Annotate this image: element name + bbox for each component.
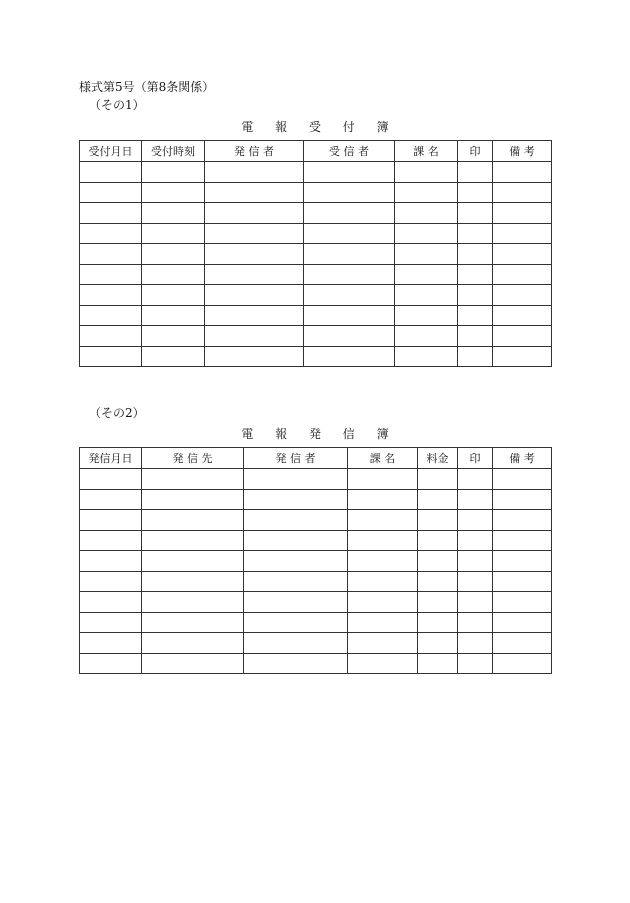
section1-sub-label: （その1） [89, 98, 145, 112]
table-cell[interactable] [395, 326, 458, 347]
table-cell[interactable] [142, 264, 205, 285]
column-header: 受 信 者 [304, 141, 395, 162]
table-cell[interactable] [80, 182, 142, 203]
column-header: 受付月日 [80, 141, 142, 162]
table-cell[interactable] [80, 489, 142, 510]
table-cell[interactable] [458, 326, 493, 347]
table-cell[interactable] [205, 285, 304, 306]
table-cell[interactable] [458, 469, 493, 490]
table-cell[interactable] [418, 551, 458, 572]
table-row [80, 285, 552, 306]
table-cell[interactable] [244, 530, 348, 551]
table-cell[interactable] [142, 571, 244, 592]
table-cell[interactable] [348, 612, 418, 633]
table-cell[interactable] [80, 530, 142, 551]
table-cell[interactable] [493, 326, 552, 347]
table-cell[interactable] [244, 633, 348, 654]
table-cell[interactable] [493, 530, 552, 551]
table-cell[interactable] [348, 469, 418, 490]
table-cell[interactable] [142, 305, 205, 326]
table-cell[interactable] [395, 182, 458, 203]
table-row [80, 264, 552, 285]
table-cell[interactable] [205, 305, 304, 326]
table-cell[interactable] [348, 571, 418, 592]
table-cell[interactable] [493, 469, 552, 490]
table-cell[interactable] [142, 326, 205, 347]
table-cell[interactable] [493, 592, 552, 613]
table-row [80, 653, 552, 674]
table-cell[interactable] [244, 571, 348, 592]
table-cell[interactable] [395, 244, 458, 265]
table-cell[interactable] [244, 612, 348, 633]
table-cell[interactable] [458, 305, 493, 326]
table-cell[interactable] [418, 469, 458, 490]
table-cell[interactable] [244, 653, 348, 674]
table-cell[interactable] [395, 346, 458, 367]
table-cell[interactable] [493, 264, 552, 285]
table-cell[interactable] [80, 203, 142, 224]
table-cell[interactable] [304, 162, 395, 183]
dispatch-log-table [79, 447, 552, 674]
table-cell[interactable] [142, 244, 205, 265]
table-cell[interactable] [493, 305, 552, 326]
column-header: 発 信 者 [244, 448, 348, 469]
table-cell[interactable] [493, 612, 552, 633]
table-cell[interactable] [205, 182, 304, 203]
table-cell[interactable] [80, 305, 142, 326]
table-cell[interactable] [493, 633, 552, 654]
table-row [80, 489, 552, 510]
table-cell[interactable] [458, 633, 493, 654]
table-cell[interactable] [304, 285, 395, 306]
table-cell[interactable] [244, 489, 348, 510]
table-cell[interactable] [142, 510, 244, 531]
table-cell[interactable] [458, 223, 493, 244]
table-cell[interactable] [395, 305, 458, 326]
table-cell[interactable] [458, 489, 493, 510]
table-cell[interactable] [395, 162, 458, 183]
table-cell[interactable] [244, 510, 348, 531]
table-cell[interactable] [493, 162, 552, 183]
table-cell[interactable] [493, 489, 552, 510]
table-row [80, 612, 552, 633]
table-cell[interactable] [80, 285, 142, 306]
table-cell[interactable] [395, 285, 458, 306]
table-cell[interactable] [348, 633, 418, 654]
table-cell[interactable] [80, 571, 142, 592]
table-cell[interactable] [458, 530, 493, 551]
table-cell[interactable] [458, 182, 493, 203]
table-cell[interactable] [80, 653, 142, 674]
table-cell[interactable] [418, 653, 458, 674]
table-cell[interactable] [142, 162, 205, 183]
table-cell[interactable] [142, 223, 205, 244]
table-cell[interactable] [458, 162, 493, 183]
table-cell[interactable] [348, 489, 418, 510]
table-cell[interactable] [348, 530, 418, 551]
receipt-log-table [79, 140, 552, 367]
table-cell[interactable] [348, 653, 418, 674]
table-cell[interactable] [304, 305, 395, 326]
column-header: 発 信 先 [142, 448, 244, 469]
table-cell[interactable] [205, 326, 304, 347]
table-row [80, 182, 552, 203]
table-cell[interactable] [142, 203, 205, 224]
table-cell[interactable] [458, 510, 493, 531]
table-cell[interactable] [348, 592, 418, 613]
column-header: 課 名 [348, 448, 418, 469]
table-cell[interactable] [80, 223, 142, 244]
table-cell[interactable] [80, 551, 142, 572]
table-cell[interactable] [142, 612, 244, 633]
table-cell[interactable] [458, 346, 493, 367]
table-row [80, 551, 552, 572]
table-cell[interactable] [80, 592, 142, 613]
table-cell[interactable] [205, 264, 304, 285]
table-cell[interactable] [80, 326, 142, 347]
column-header: 発信月日 [80, 448, 142, 469]
table-cell[interactable] [395, 223, 458, 244]
column-header: 発 信 者 [205, 141, 304, 162]
column-header: 備 考 [493, 448, 552, 469]
table-cell[interactable] [142, 551, 244, 572]
table-cell[interactable] [458, 264, 493, 285]
section1-title: 電 報 受 付 簿 [241, 120, 398, 134]
table-cell[interactable] [493, 203, 552, 224]
table-cell[interactable] [458, 244, 493, 265]
table-row [80, 530, 552, 551]
column-header: 課 名 [395, 141, 458, 162]
table-cell[interactable] [493, 244, 552, 265]
table-row [80, 346, 552, 367]
table-cell[interactable] [418, 633, 458, 654]
table-cell[interactable] [80, 244, 142, 265]
table-cell[interactable] [348, 551, 418, 572]
table-cell[interactable] [244, 551, 348, 572]
table-cell[interactable] [493, 346, 552, 367]
table-cell[interactable] [493, 223, 552, 244]
table-row [80, 203, 552, 224]
table-cell[interactable] [244, 592, 348, 613]
table-cell[interactable] [205, 162, 304, 183]
table-cell[interactable] [304, 244, 395, 265]
table-row [80, 326, 552, 347]
table-cell[interactable] [205, 346, 304, 367]
table-cell[interactable] [304, 346, 395, 367]
section2-title: 電 報 発 信 簿 [241, 427, 398, 441]
table-cell[interactable] [418, 489, 458, 510]
table-cell[interactable] [80, 469, 142, 490]
table-cell[interactable] [142, 653, 244, 674]
table-cell[interactable] [458, 571, 493, 592]
column-header: 料金 [418, 448, 458, 469]
column-header: 印 [458, 141, 493, 162]
table-cell[interactable] [493, 653, 552, 674]
table-row [80, 469, 552, 490]
table-cell[interactable] [395, 264, 458, 285]
table-cell[interactable] [304, 264, 395, 285]
table-cell[interactable] [493, 285, 552, 306]
column-header: 受付時刻 [142, 141, 205, 162]
table-row [80, 633, 552, 654]
table-cell[interactable] [80, 264, 142, 285]
table-row [80, 592, 552, 613]
section2-sub-label: （その2） [89, 406, 145, 420]
table-cell[interactable] [142, 489, 244, 510]
table-row [80, 305, 552, 326]
table-header-row [80, 141, 552, 162]
table-cell[interactable] [304, 326, 395, 347]
table-cell[interactable] [418, 612, 458, 633]
table-cell[interactable] [80, 162, 142, 183]
form-label: 様式第5号（第8条関係） [79, 80, 215, 94]
table-cell[interactable] [80, 612, 142, 633]
table-cell[interactable] [205, 223, 304, 244]
table-cell[interactable] [493, 510, 552, 531]
table-cell[interactable] [304, 203, 395, 224]
table-cell[interactable] [142, 182, 205, 203]
table-cell[interactable] [80, 346, 142, 367]
table-cell[interactable] [244, 469, 348, 490]
table-row [80, 244, 552, 265]
table-row [80, 510, 552, 531]
table-cell[interactable] [142, 592, 244, 613]
table-cell[interactable] [395, 203, 458, 224]
table-cell[interactable] [142, 469, 244, 490]
table-header-row [80, 448, 552, 469]
table-cell[interactable] [458, 653, 493, 674]
table-cell[interactable] [458, 203, 493, 224]
table-cell[interactable] [493, 571, 552, 592]
table-cell[interactable] [205, 244, 304, 265]
table-cell[interactable] [418, 530, 458, 551]
table-cell[interactable] [80, 633, 142, 654]
table-cell[interactable] [458, 285, 493, 306]
table-cell[interactable] [142, 633, 244, 654]
table-cell[interactable] [142, 530, 244, 551]
table-cell[interactable] [418, 571, 458, 592]
column-header: 備 考 [493, 141, 552, 162]
table-cell[interactable] [348, 510, 418, 531]
table-cell[interactable] [418, 592, 458, 613]
table-cell[interactable] [418, 510, 458, 531]
table-cell[interactable] [80, 510, 142, 531]
table-cell[interactable] [142, 285, 205, 306]
table-cell[interactable] [493, 182, 552, 203]
table-row [80, 162, 552, 183]
table-cell[interactable] [142, 346, 205, 367]
column-header: 印 [458, 448, 493, 469]
table-cell[interactable] [304, 182, 395, 203]
table-row [80, 223, 552, 244]
table-row [80, 571, 552, 592]
table-cell[interactable] [458, 551, 493, 572]
table-cell[interactable] [458, 592, 493, 613]
table-cell[interactable] [458, 612, 493, 633]
table-cell[interactable] [205, 203, 304, 224]
table-cell[interactable] [304, 223, 395, 244]
table-cell[interactable] [493, 551, 552, 572]
